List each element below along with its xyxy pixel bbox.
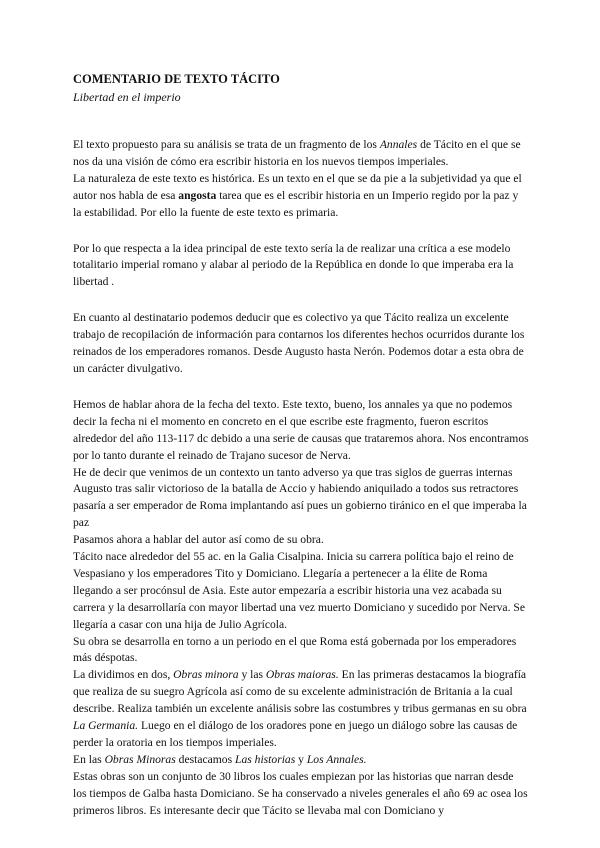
italic-text: Los Annales. <box>306 752 367 766</box>
paragraph-text: En las primeras destacamos la biografía que realiza de su suegro Agrícola así como de su excelente administración de Britania a la cual describe. Realiza también un excelente análisis sobre las costumbres y tribus germanas en su obra <box>73 668 527 716</box>
body-paragraph <box>73 397 529 465</box>
bold-text: angosta <box>178 188 217 202</box>
paragraph-text: La dividimos en dos, <box>73 668 174 682</box>
italic-text: La Germania. <box>73 719 139 733</box>
paragraph-spacer <box>73 378 529 397</box>
document-subtitle: Libertad en el imperio <box>73 90 181 104</box>
paragraph-text: Tácito nace alrededor del 55 ac. en la Galia Cisalpina. Inicia su carrera política bajo el reino de Vespasiano y los emperadores Tito y Domiciano. Llegaría a pertenecer a la élite de Roma llegando a ser procónsul de Asia. Este autor empezaría a escribir historia una vez acabada su carrera y la desarrollaría con mayor libertad una vez muerto Domiciano y sucedido por Nerva. Se llegaría a casar con una hija de Julio Agrícola. <box>73 550 525 631</box>
italic-text: Annales <box>379 138 418 151</box>
document-body <box>73 137 529 820</box>
paragraph-text: Estas obras son un conjunto de 30 libros los cuales empiezan por las historias que narran desde los tiempos de Galba hasta Domiciano. Se ha conservado a niveles generales el año 69 ac osea los primeros libros. Es interesante decir que Tácito se llevaba mal con Domiciano y <box>73 769 528 817</box>
paragraph-text: destacamos <box>175 752 235 766</box>
paragraph-text: Pasamos ahora a hablar del autor así como de su obra. <box>73 533 324 547</box>
body-paragraph <box>73 137 529 171</box>
body-paragraph <box>73 769 529 820</box>
paragraph-text: He de decir que venimos de un contexto un tanto adverso ya que tras siglos de guerras internas Augusto tras salir victorioso de la batalla de Accio y habiendo aniquilado a todos sus retractores pasaría a ser emperador de Roma implantando así pues un gobierno tiránico en el que imperaba la paz <box>73 465 527 530</box>
italic-text: Obras minora <box>173 668 239 682</box>
document-header <box>73 71 553 105</box>
italic-text: Obras Minoras <box>104 752 176 766</box>
body-paragraph <box>73 667 529 752</box>
italic-text: Las historias <box>235 752 296 766</box>
body-paragraph <box>73 532 529 549</box>
paragraph-text: de Tácito en el que se nos da una visión de cómo era escribir historia en los nuevos tiempos imperiales. <box>73 138 521 168</box>
body-paragraph <box>73 171 529 222</box>
body-paragraph <box>73 465 529 533</box>
paragraph-text: Por lo que respecta a la idea principal de este texto sería la de realizar una crítica a ese modelo totalitario imperial romano y alabar al periodo de la República en donde lo que imperaba era la libertad . <box>73 241 514 289</box>
paragraph-text: En cuanto al destinatario podemos deducir que es colectivo ya que Tácito realiza un excelente trabajo de recopilación de información para contarnos los diferentes hechos ocurridos durante los reinados de los emperadores romanos. Desde Augusto hasta Nerón. Podemos dotar a esta obra de un carácter divulgativo. <box>73 311 525 375</box>
paragraph-text: y <box>295 752 307 766</box>
body-paragraph <box>73 310 529 378</box>
body-paragraph <box>73 549 529 634</box>
italic-text: Obras maioras. <box>265 668 339 682</box>
paragraph-text: En las <box>73 752 105 766</box>
document-title: COMENTARIO DE TEXTO TÁCITO <box>73 72 280 86</box>
body-paragraph <box>73 752 529 769</box>
paragraph-text: Hemos de hablar ahora de la fecha del texto. Este texto, bueno, los annales ya que no podemos decir la fecha ni el momento en concreto en el que escribe este fragmento, fueron escritos alrededor del año 113-117 dc debido a una serie de causas que trataremos ahora. Nos encontramos por lo tanto durante el reinado de Trajano sucesor de Nerva. <box>73 397 529 462</box>
paragraph-text: tarea que es el escribir historia en un Imperio regido por la paz y la estabilidad. Por ello la fuente de este texto es primaria. <box>73 188 519 219</box>
body-paragraph <box>73 241 529 292</box>
paragraph-text: Su obra se desarrolla en torno a un periodo en el que Roma está gobernada por los emperadores más déspotas. <box>73 634 517 665</box>
paragraph-text: La naturaleza de este texto es histórica. Es un texto en el que se da pie a la subjetividad ya que el autor nos habla de esa <box>73 171 522 202</box>
paragraph-text: y las <box>238 668 266 682</box>
paragraph-spacer <box>73 222 529 241</box>
body-paragraph <box>73 634 529 668</box>
paragraph-text: Luego en el diálogo de los oradores pone en juego un diálogo sobre las causas de perder la oratoria en los tiempos imperiales. <box>73 719 518 749</box>
paragraph-text: El texto propuesto para su análisis se trata de un fragmento de los <box>73 138 380 151</box>
paragraph-spacer <box>73 291 529 310</box>
